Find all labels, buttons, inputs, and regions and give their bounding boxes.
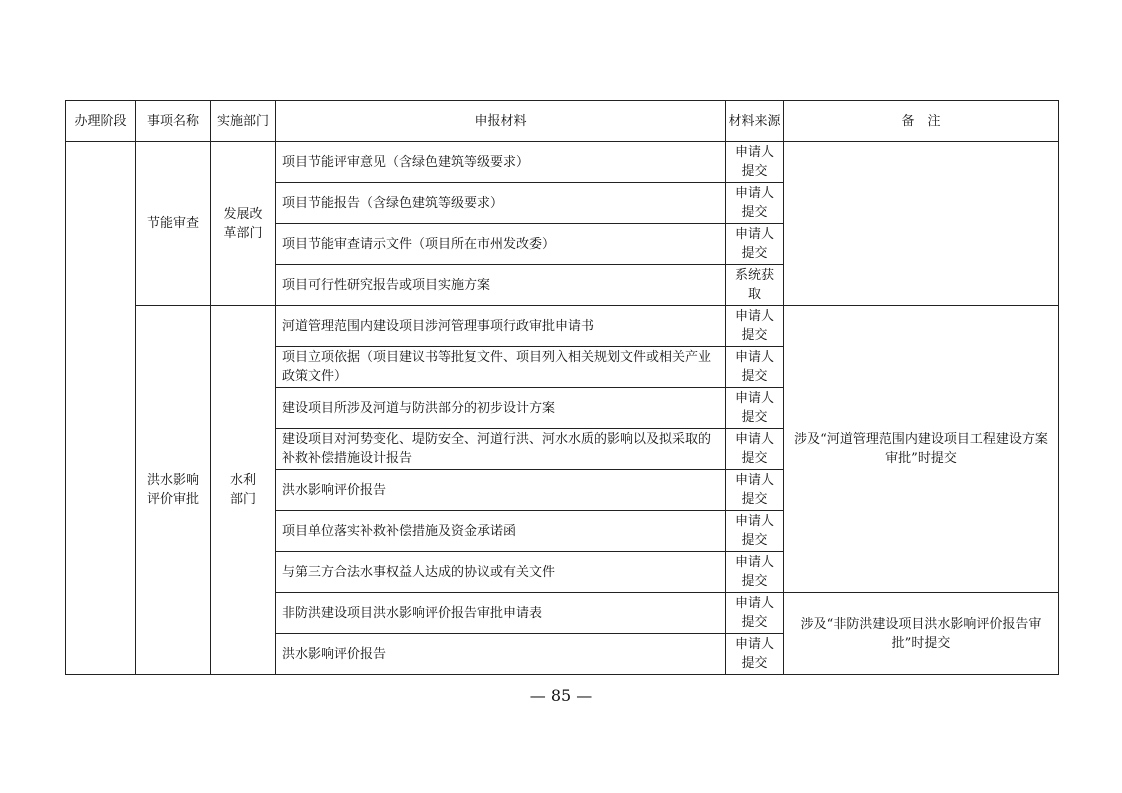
material-cell: 河道管理范围内建设项目涉河管理事项行政审批申请书 <box>276 306 726 347</box>
header-remarks: 备 注 <box>784 101 1059 142</box>
source-cell: 申请人提交 <box>726 552 784 593</box>
table-row <box>66 142 1059 183</box>
header-item-name: 事项名称 <box>136 101 211 142</box>
material-cell: 项目节能报告（含绿色建筑等级要求） <box>276 183 726 224</box>
source-cell: 申请人提交 <box>726 183 784 224</box>
material-cell: 项目单位落实补救补偿措施及资金承诺函 <box>276 511 726 552</box>
source-cell: 申请人提交 <box>726 347 784 388</box>
materials-table <box>65 100 1059 675</box>
item-name-cell: 节能审查 <box>136 142 211 306</box>
material-cell: 非防洪建设项目洪水影响评价报告审批申请表 <box>276 593 726 634</box>
table-header-row <box>66 101 1059 142</box>
remark-cell <box>784 142 1059 306</box>
remark-cell: 涉及“河道管理范围内建设项目工程建设方案审批”时提交 <box>784 306 1059 593</box>
material-cell: 建设项目所涉及河道与防洪部分的初步设计方案 <box>276 388 726 429</box>
item-name-cell: 洪水影响评价审批 <box>136 306 211 675</box>
material-cell: 项目节能审查请示文件（项目所在市州发改委） <box>276 224 726 265</box>
material-cell: 建设项目对河势变化、堤防安全、河道行洪、河水水质的影响以及拟采取的补救补偿措施设计报告 <box>276 429 726 470</box>
source-cell: 申请人提交 <box>726 388 784 429</box>
stage-cell <box>66 142 136 675</box>
header-source: 材料来源 <box>726 101 784 142</box>
header-dept: 实施部门 <box>211 101 276 142</box>
source-cell: 申请人提交 <box>726 224 784 265</box>
material-cell: 项目可行性研究报告或项目实施方案 <box>276 265 726 306</box>
material-cell: 与第三方合法水事权益人达成的协议或有关文件 <box>276 552 726 593</box>
source-cell: 申请人提交 <box>726 429 784 470</box>
header-materials: 申报材料 <box>276 101 726 142</box>
source-cell: 申请人提交 <box>726 593 784 634</box>
material-cell: 洪水影响评价报告 <box>276 470 726 511</box>
page-number: — 85 — <box>529 686 593 705</box>
dept-cell: 发展改革部门 <box>211 142 276 306</box>
source-cell: 申请人提交 <box>726 306 784 347</box>
material-cell: 洪水影响评价报告 <box>276 634 726 675</box>
material-cell: 项目节能评审意见（含绿色建筑等级要求） <box>276 142 726 183</box>
source-cell: 申请人提交 <box>726 634 784 675</box>
dept-cell: 水利部门 <box>211 306 276 675</box>
table-row <box>66 306 1059 347</box>
source-cell: 申请人提交 <box>726 142 784 183</box>
remark-cell: 涉及“非防洪建设项目洪水影响评价报告审批”时提交 <box>784 593 1059 675</box>
source-cell: 系统获取 <box>726 265 784 306</box>
material-cell: 项目立项依据（项目建议书等批复文件、项目列入相关规划文件或相关产业政策文件） <box>276 347 726 388</box>
source-cell: 申请人提交 <box>726 511 784 552</box>
header-stage: 办理阶段 <box>66 101 136 142</box>
source-cell: 申请人提交 <box>726 470 784 511</box>
